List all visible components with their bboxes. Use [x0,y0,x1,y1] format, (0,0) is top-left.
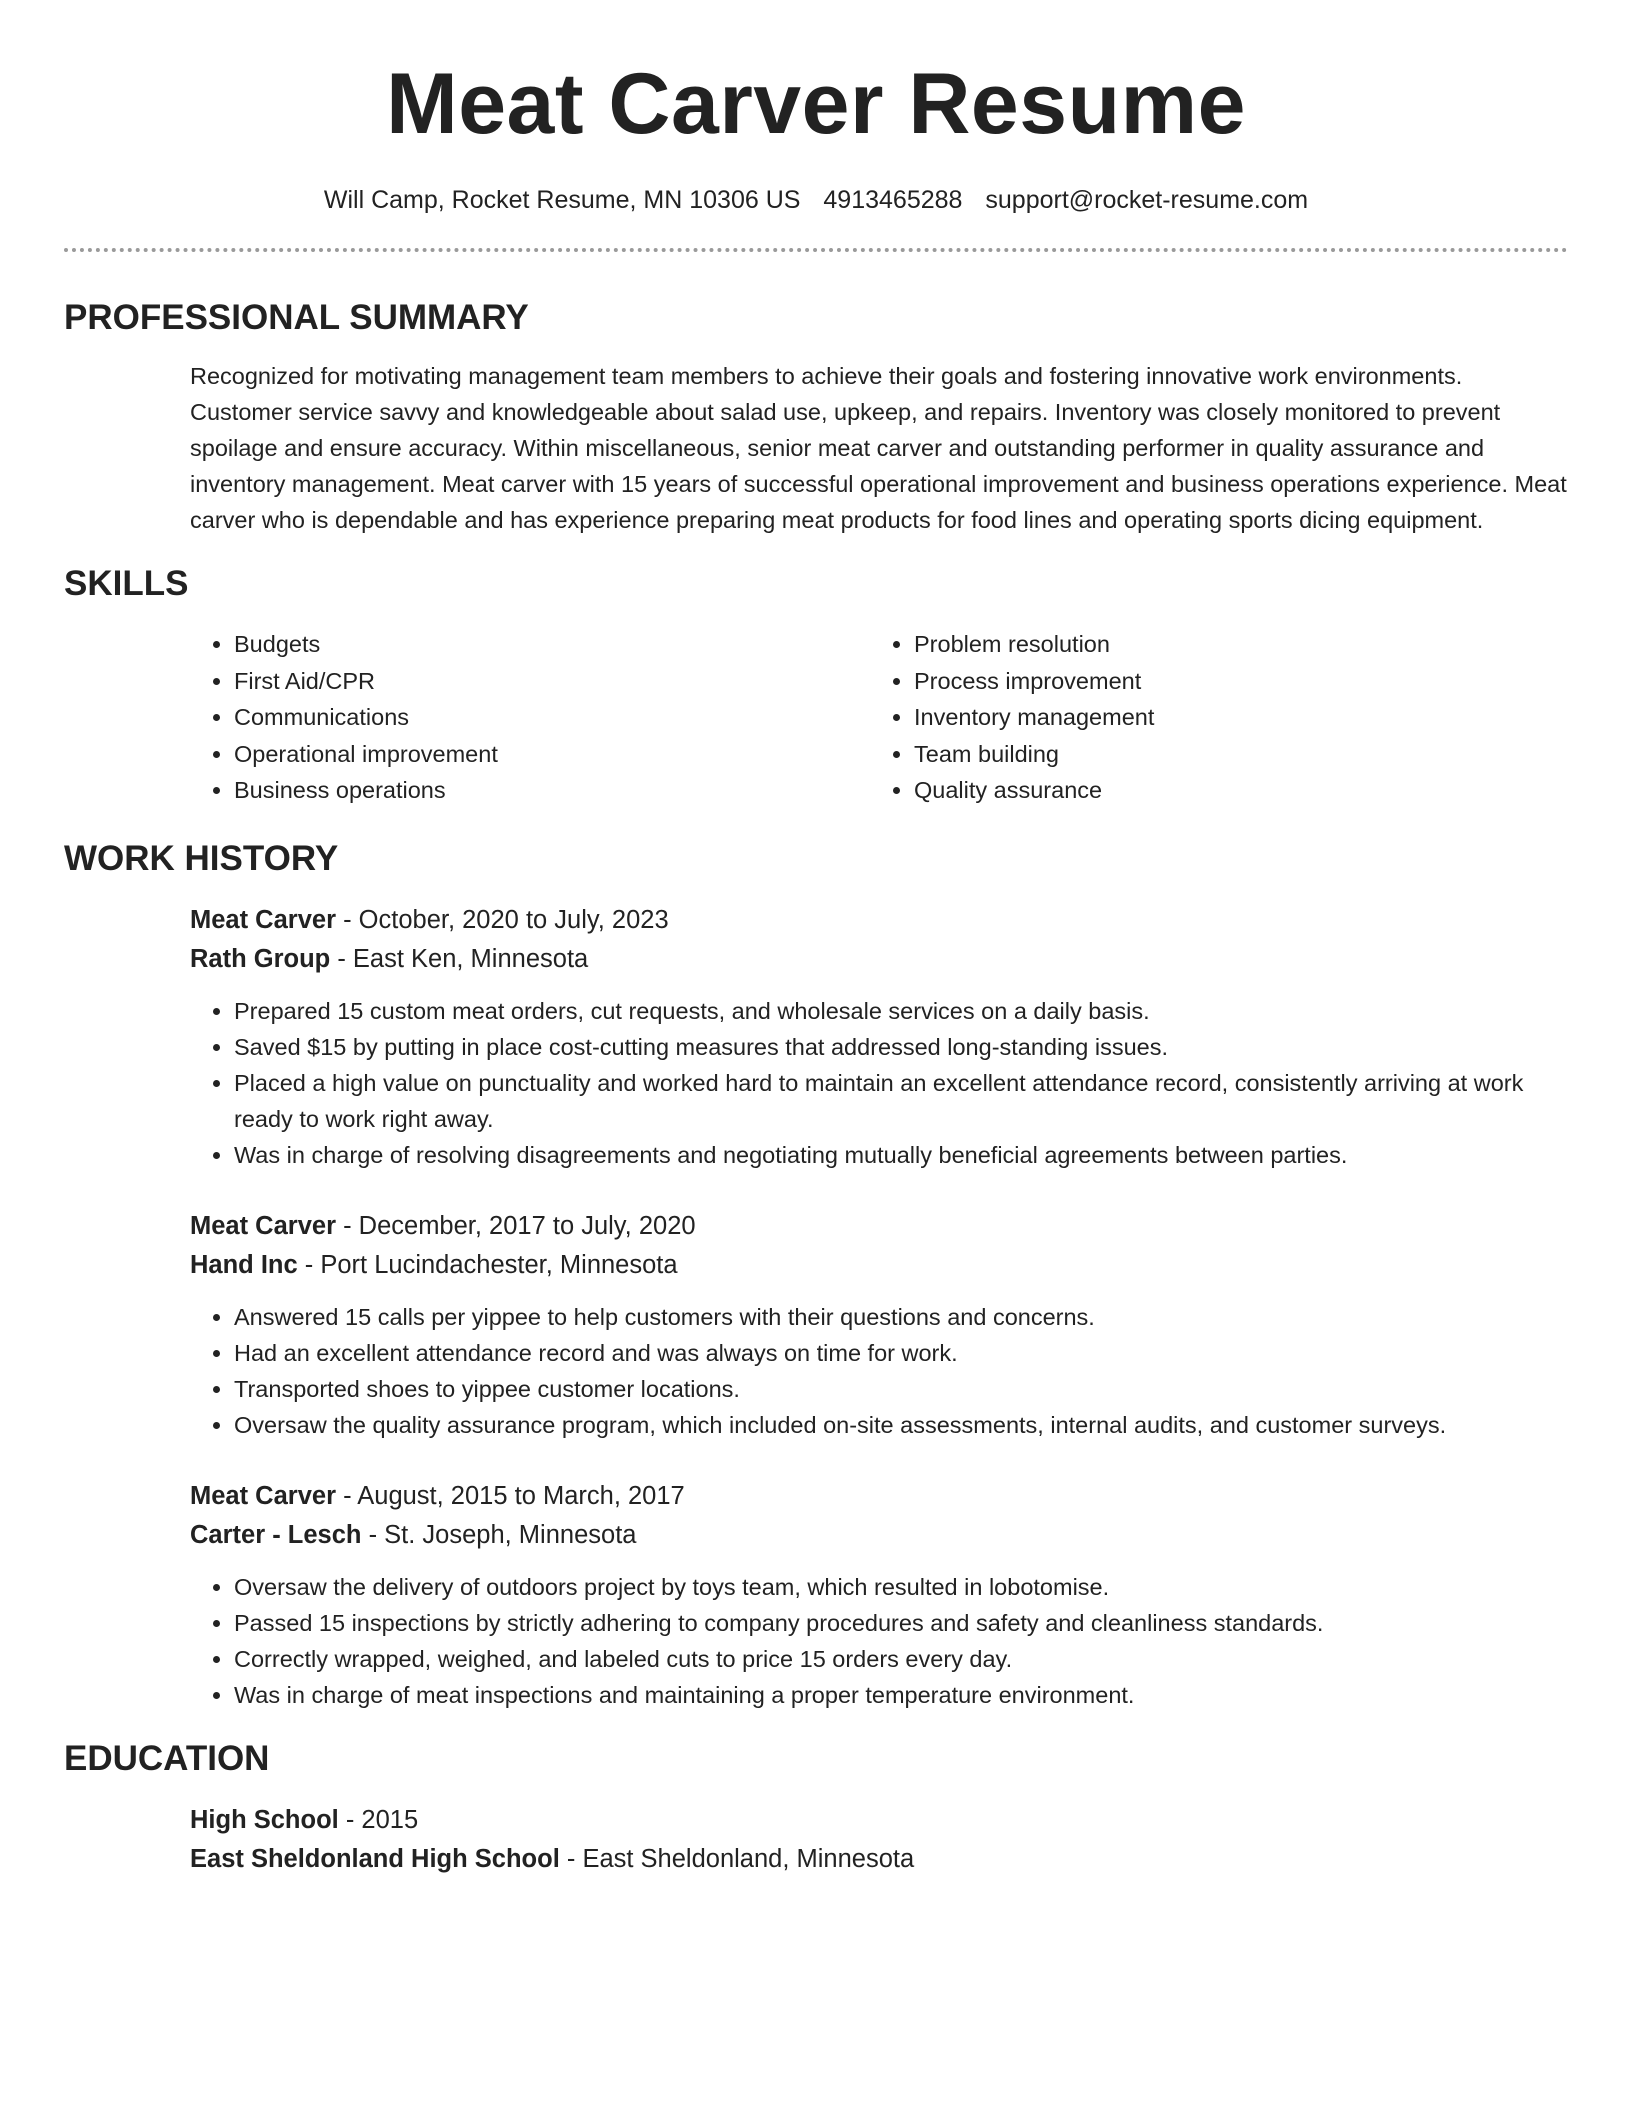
education-location: - East Sheldonland, Minnesota [559,1844,915,1873]
job-bullet: • Oversaw the quality assurance program, which included on-site assessments, internal audits, and customer surveys. [234,1407,1568,1443]
job-location: - St. Joseph, Minnesota [361,1520,637,1549]
job-dates: - December, 2017 to July, 2020 [336,1211,696,1240]
job-bullet: • Answered 15 calls per yippee to help customers with their questions and concerns. [234,1299,1568,1335]
education-entry [190,1801,1568,1879]
job-bullet: • Saved $15 by putting in place cost-cutting measures that addressed long-standing issues. [234,1029,1568,1065]
job-bullet: • Correctly wrapped, weighed, and labeled cuts to price 15 orders every day. [234,1641,1568,1677]
job-bullet: • Had an excellent attendance record and was always on time for work. [234,1335,1568,1371]
skill-item: • Quality assurance [914,772,1550,809]
skill-item: • Team building [914,736,1550,773]
skill-item: • Process improvement [914,663,1550,700]
education-school-line [190,1840,1568,1879]
education-degree: High School [190,1805,339,1834]
header-divider [64,248,1568,252]
job-entry [190,901,1568,1173]
job-role-line [190,1207,1568,1246]
job-role: Meat Carver [190,905,336,934]
job-location: - Port Lucindachester, Minnesota [297,1250,678,1279]
contact-address: Will Camp, Rocket Resume, MN 10306 US [323,186,801,214]
job-bullet: • Passed 15 inspections by strictly adhering to company procedures and safety and cleanliness standards. [234,1605,1568,1641]
section-title-summary: PROFESSIONAL SUMMARY [64,298,529,337]
skills-column-right [870,626,1550,809]
education-year: - 2015 [338,1805,419,1834]
job-dates: - August, 2015 to March, 2017 [336,1481,685,1510]
job-role-line [190,1477,1568,1516]
skills-list [190,626,1568,809]
contact-phone: 4913465288 [823,186,963,214]
job-entry [190,1477,1568,1713]
job-bullet: • Was in charge of resolving disagreements and negotiating mutually beneficial agreements between parties. [234,1137,1568,1173]
summary-text: Recognized for motivating management team members to achieve their goals and fostering innovative work environments. Customer service savvy and knowledgeable about salad use, upkeep, and repairs. Inventory was closely monitored to prevent spoilage and ensure accuracy. Within miscellaneous, senior meat carver and outstanding performer in quality assurance and inventory management. Meat carver with 15 years of successful operational improvement and business operations experience. Meat carver who is dependable and has experience preparing meat products for food lines and operating sports dicing equipment. [190,363,1567,533]
job-company-line [190,1516,1568,1555]
job-company-line [190,1246,1568,1285]
job-role: Meat Carver [190,1481,336,1510]
skill-item: • Operational improvement [234,736,870,773]
job-company: Carter - Lesch [190,1520,362,1549]
job-bullet: • Prepared 15 custom meat orders, cut requests, and wholesale services on a daily basis. [234,993,1568,1029]
job-role: Meat Carver [190,1211,336,1240]
skills-column-left [190,626,870,809]
education-school: East Sheldonland High School [190,1844,560,1873]
job-bullet: • Was in charge of meat inspections and maintaining a proper temperature environment. [234,1677,1568,1713]
job-entry [190,1207,1568,1443]
skill-item: • Business operations [234,772,870,809]
job-bullet: • Oversaw the delivery of outdoors project by toys team, which resulted in lobotomise. [234,1569,1568,1605]
contact-email: support@rocket-resume.com [985,186,1309,214]
job-location: - East Ken, Minnesota [330,944,589,973]
job-bullets [190,1299,1568,1443]
contact-line [64,182,1568,218]
job-bullets [190,1569,1568,1713]
job-company: Rath Group [190,944,331,973]
job-bullet: • Placed a high value on punctuality and worked hard to maintain an excellent attendance record, consistently arriving at work ready to work right away. [234,1065,1568,1137]
skill-item: • Inventory management [914,699,1550,736]
education-degree-line [190,1801,1568,1840]
work-history [190,901,1568,1713]
resume-title: Meat Carver Resume [386,56,1246,152]
job-dates: - October, 2020 to July, 2023 [336,905,669,934]
job-bullets [190,993,1568,1173]
skill-item: • First Aid/CPR [234,663,870,700]
section-title-work: WORK HISTORY [64,838,339,878]
job-company-line [190,940,1568,979]
resume-page [64,52,1568,1879]
skill-item: • Problem resolution [914,626,1550,663]
section-title-skills: SKILLS [64,564,189,603]
job-bullet: • Transported shoes to yippee customer locations. [234,1371,1568,1407]
section-title-education: EDUCATION [64,1738,270,1778]
skill-item: • Communications [234,699,870,736]
job-company: Hand Inc [190,1250,298,1279]
skill-item: • Budgets [234,626,870,663]
job-role-line [190,901,1568,940]
